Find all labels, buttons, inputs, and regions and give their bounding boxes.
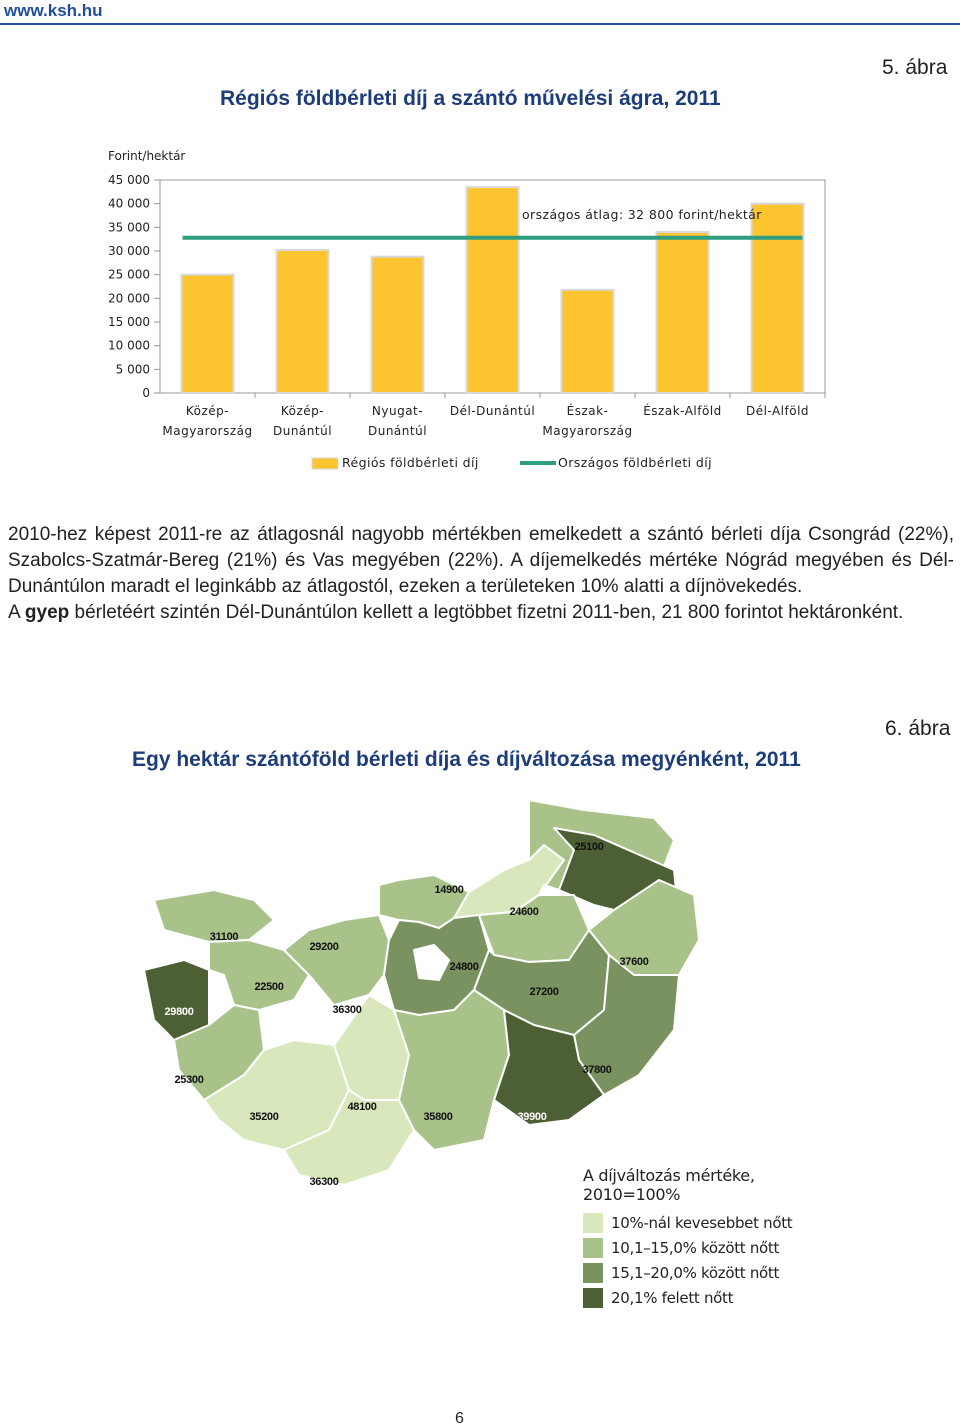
county-value-label: 24800 <box>449 961 479 973</box>
y-axis-label: Forint/hektár <box>108 149 186 163</box>
y-tick-label: 25 000 <box>108 267 150 282</box>
legend-swatch <box>583 1238 603 1258</box>
county-map-svg <box>134 800 749 1220</box>
bar <box>182 275 234 393</box>
county-value-label: 25100 <box>574 841 604 853</box>
paragraph-1: 2010-hez képest 2011-re az átlagosnál nagyobb mértékben emelkedett a szántó bérleti díja Csongrád (22%), Szabolcs-Szatmár-Bereg (21%) és Vas megyében (22%). A díjemelkedés mértéke Nógrád megyében és Dél-Dunántúlon maradt el leginkább az átlagostól, ezeken a területeken 10% alatti a díjnövekedés. <box>8 524 954 597</box>
legend-label-regional: Régiós földbérleti díj <box>342 455 479 470</box>
county-value-label: 29800 <box>164 1006 194 1018</box>
x-tick-label: Dunántúl <box>367 424 428 438</box>
x-tick-label: Észak- <box>566 404 609 418</box>
county-value-label: 37800 <box>582 1064 612 1076</box>
legend-swatch <box>583 1213 603 1233</box>
legend-label: 20,1% felett nőtt <box>611 1288 734 1307</box>
bar <box>657 232 709 393</box>
bar <box>372 257 424 393</box>
x-tick-label: Dél-Alföld <box>745 404 810 418</box>
x-tick-label: Közép- <box>185 404 230 418</box>
figure-5-title: Régiós földbérleti díj a szántó művelési ágra, 2011 <box>220 87 721 110</box>
legend-label: 15,1–20,0% között nőtt <box>611 1263 780 1282</box>
county-value-label: 29200 <box>309 941 339 953</box>
x-tick-label: Dél-Dunántúl <box>449 404 536 418</box>
county-value-label: 36300 <box>309 1176 339 1188</box>
figure-6-number: 6. ábra <box>885 717 951 740</box>
bar <box>752 204 804 393</box>
county-value-label: 36300 <box>332 1004 362 1016</box>
legend-swatch <box>583 1288 603 1308</box>
y-tick-label: 45 000 <box>108 173 150 187</box>
x-tick-label: Magyarország <box>542 424 633 438</box>
county-bacs <box>394 990 509 1150</box>
y-tick-label: 30 000 <box>108 244 150 258</box>
body-text <box>8 522 954 626</box>
county-value-label: 39900 <box>517 1111 547 1123</box>
average-annotation: országos átlag: 32 800 forint/hektár <box>522 207 762 222</box>
bar <box>467 187 519 393</box>
legend-label-national: Országos földbérleti díj <box>558 455 712 470</box>
legend-item <box>583 1285 823 1310</box>
county-value-label: 31100 <box>209 931 239 943</box>
legend-item <box>583 1235 823 1260</box>
site-url[interactable]: www.ksh.hu <box>4 1 103 20</box>
paragraph-2-start: A <box>8 602 25 623</box>
county-value-label: 37600 <box>619 956 649 968</box>
y-tick-label: 40 000 <box>108 196 150 211</box>
paragraph-2-bold: gyep <box>24 602 70 623</box>
x-tick-label: Közép- <box>280 404 325 418</box>
x-tick-label: Észak-Alföld <box>643 404 722 418</box>
county-value-label: 27200 <box>529 986 559 998</box>
y-tick-label: 10 000 <box>108 338 150 353</box>
paragraph-2 <box>8 600 954 626</box>
figure-6-title: Egy hektár szántóföld bérleti díja és díjváltozása megyénként, 2011 <box>132 748 801 771</box>
county-value-label: 24600 <box>509 906 539 918</box>
county-value-label: 25300 <box>174 1074 204 1086</box>
county-value-label: 22500 <box>254 981 284 993</box>
legend-item <box>583 1260 823 1285</box>
x-tick-label: Dunántúl <box>272 424 333 438</box>
y-tick-label: 0 <box>142 386 150 400</box>
figure-5-number: 5. ábra <box>882 56 948 79</box>
county-value-label: 14900 <box>434 884 464 896</box>
county-map <box>134 800 749 1225</box>
county-value-label: 35800 <box>423 1111 453 1123</box>
page-number: 6 <box>455 1410 464 1427</box>
y-tick-label: 5 000 <box>115 362 150 377</box>
legend-item <box>583 1210 823 1235</box>
bar <box>277 250 329 393</box>
y-tick-label: 15 000 <box>108 315 150 329</box>
map-legend-title: A díjváltozás mértéke, 2010=100% <box>583 1166 755 1204</box>
bar <box>562 290 614 393</box>
header-rule <box>0 23 960 25</box>
county-vas <box>144 960 209 1040</box>
regional-rent-bar-chart <box>0 140 960 485</box>
legend-swatch <box>583 1263 603 1283</box>
map-legend <box>583 1166 823 1310</box>
y-tick-label: 35 000 <box>108 220 150 235</box>
county-value-label: 35200 <box>249 1111 279 1123</box>
x-tick-label: Magyarország <box>162 424 253 438</box>
legend-label: 10%-nál kevesebbet nőtt <box>611 1213 793 1232</box>
county-value-label: 48100 <box>347 1101 377 1113</box>
paragraph-2-end: bérletéért szintén Dél-Dunántúlon kellett a legtöbbet fizetni 2011-ben, 21 800 forintot hektáronként. <box>69 602 904 623</box>
legend-label: 10,1–15,0% között nőtt <box>611 1238 780 1257</box>
legend-swatch-regional <box>312 458 338 469</box>
y-tick-label: 20 000 <box>108 291 150 306</box>
county-value-label: 40800 <box>719 871 749 883</box>
x-tick-label: Nyugat- <box>371 404 424 418</box>
